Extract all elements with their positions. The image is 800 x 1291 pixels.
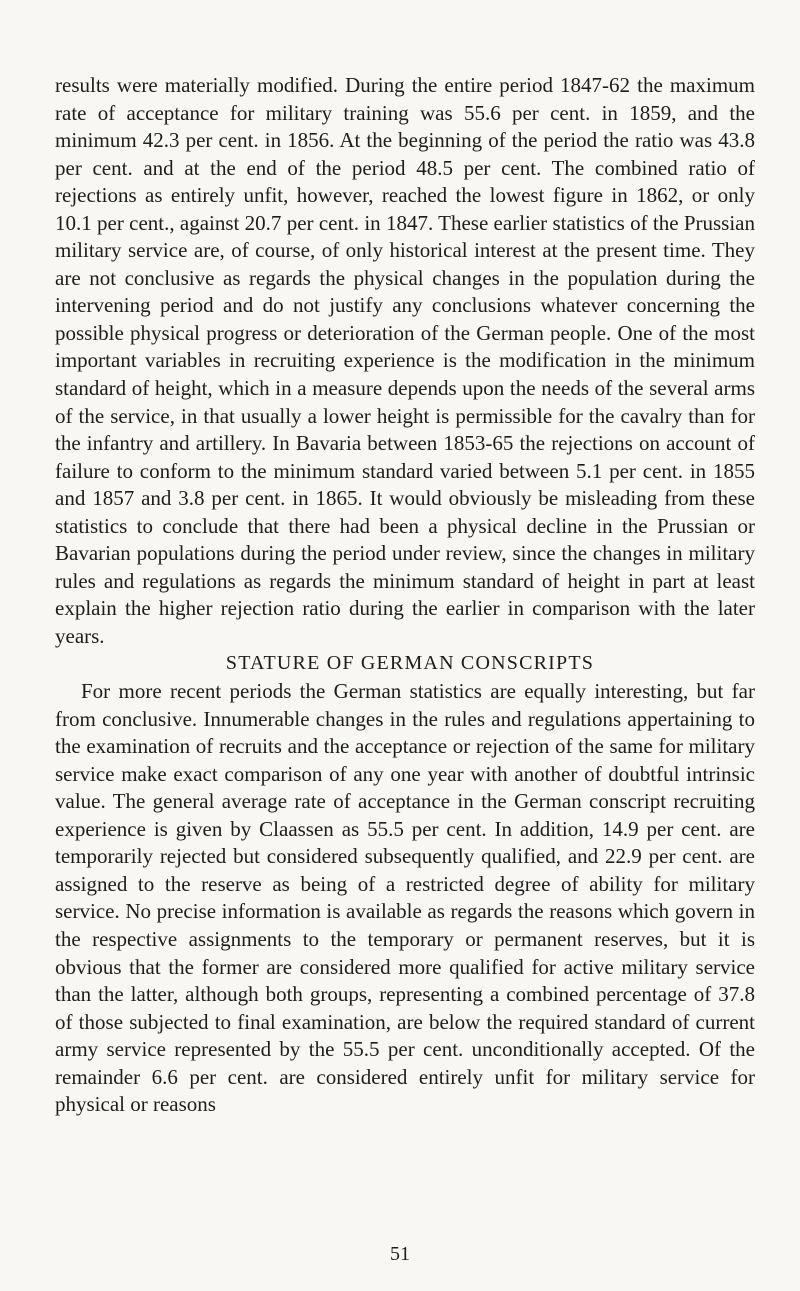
body-paragraph: results were materially modified. During the entire period 1847-62 the maximum rate of acceptance for military training was 55.6 per cent. in 1859, and the minimum 42.3 per cent. in 1856. At the beginning of the period the ratio was 43.8 per cent. and at the end of the period 48.5 per cent. The combined ratio of rejections as entirely unfit, however, reached the lowest figure in 1862, or only 10.1 per cent., against 20.7 per cent. in 1847. These earlier statistics of the Prussian military service are, of course, of only historical interest at the present time. They are not conclusive as regards the physical changes in the population during the intervening period and do not justify any conclusions whatever concerning the possible physical progress or deterioration of the German people. One of the most important variables in recruiting experience is the modification in the minimum standard of height, which in a measure depends upon the needs of the several arms of the service, in that usually a lower height is permissible for the cavalry than for the infantry and artillery. In Bavaria between 1853-65 the rejections on account of failure to conform to the minimum standard varied between 5.1 per cent. in 1855 and 1857 and 3.8 per cent. in 1865. It would obviously be misleading from these statistics to conclude that there had been a physical decline in the Prussian or Bavarian populations during the period under review, since the changes in military rules and regulations as regards the minimum standard of height in part at least explain the higher rejection ratio during the earlier in comparison with the later years. xyxy=(55,73,755,648)
section-heading: STATURE OF GERMAN CONSCRIPTS xyxy=(225,652,595,675)
page-number: 51 xyxy=(390,1243,410,1265)
body-paragraph: For more recent periods the German statistics are equally interesting, but far from conclusive. Innumerable changes in the rules and regulations appertaining to the examination of recruits and the acceptance or rejection of the same for military service make exact comparison of any one year with another of doubtful intrinsic value. The general average rate of acceptance in the German conscript recruiting experience is given by Claassen as 55.5 per cent. In addition, 14.9 per cent. are temporarily rejected but considered subsequently qualified, and 22.9 per cent. are assigned to the reserve as being of a restricted degree of ability for military service. No precise information is available as regards the reasons which govern in the respective assignments to the temporary or permanent reserves, but it is obvious that the former are considered more qualified for active military service than the latter, although both groups, representing a combined percentage of 37.8 of those subjected to final examination, are below the required standard of current army service represented by the 55.5 per cent. unconditionally accepted. Of the remainder 6.6 per cent. are considered entirely unfit for military service for physical or reasons xyxy=(55,679,755,1117)
page-body xyxy=(55,72,755,1119)
